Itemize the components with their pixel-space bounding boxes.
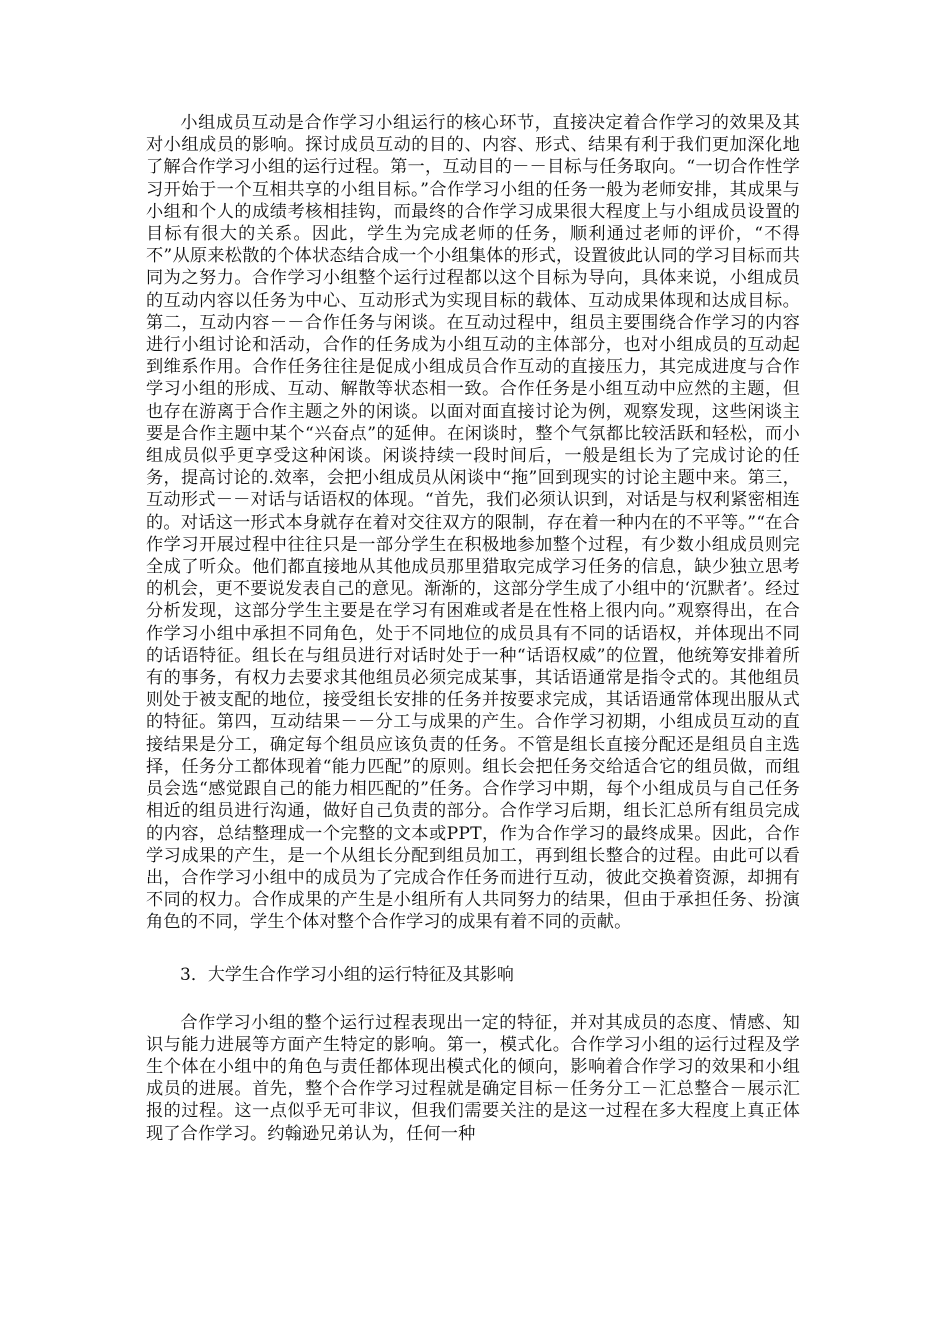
body-paragraph-interaction: 小组成员互动是合作学习小组运行的核心环节，直接决定着合作学习的效果及其对小组成员的影响。探讨成员互动的目的、内容、形式、结果有利于我们更加深化地了解合作学习小组的运行过程。第一，互动目的－－目标与任务取向。“一切合作性学习开始于一个互相共享的小组目标。”合作学习小组的任务一般为老师安排，其成果与小组和个人的成绩考核相挂钩，而最终的合作学习成果很大程度上与小组成员设置的目标有很大的关系。因此，学生为完成老师的任务，顺利通过老师的评价，“不得不”从原来松散的个体状态结合成一个小组集体的形式，设置彼此认同的学习目标而共同为之努力。合作学习小组整个运行过程都以这个目标为导向，具体来说，小组成员的互动内容以任务为中心、互动形式为实现目标的载体、互动成果体现和达成目标。第二，互动内容－－合作任务与闲谈。在互动过程中，组员主要围绕合作学习的内容进行小组讨论和活动，合作的任务成为小组互动的主体部分，也对小组成员的互动起到维系作用。合作任务往往是促成小组成员合作互动的直接压力，其完成进度与合作学习小组的形成、互动、解散等状态相一致。合作任务是小组互动中应然的主题，但也存在游离于合作主题之外的闲谈。以面对面直接讨论为例，观察发现，这些闲谈主要是合作主题中某个“兴奋点”的延伸。在闲谈时，整个气氛都比较活跃和轻松，而小组成员似乎更享受这种闲谈。闲谈持续一段时间后，一般是组长为了完成讨论的任务，提高讨论的.效率，会把小组成员从闲谈中“拖”回到现实的讨论主题中来。第三，互动形式－－对话与话语权的体现。“首先，我们必须认识到，对话是与权利紧密相连的。对话这一形式本身就存在着对交往双方的限制，存在着一种内在的不平等。”“在合作学习开展过程中往往只是一部分学生在积极地参加整个过程，有少数小组成员则完全成了听众。他们都直接地从其他成员那里猎取完成学习任务的信息，缺少独立思考的机会，更不要说发表自己的意见。渐渐的，这部分学生成了小组中的‘沉默者’。经过分析发现，这部分学生主要是在学习有困难或者是在性格上很内向。”观察得出，在合作学习小组中承担不同角色，处于不同地位的成员具有不同的话语权，并体现出不同的话语特征。组长在与组员进行对话时处于一种“话语权威”的位置，他统筹安排着所有的事务，有权力去要求其他组员必须完成某事，其话语通常是指令式的。其他组员则处于被支配的地位，接受组长安排的任务并按要求完成，其话语通常体现出服从式的特征。第四，互动结果－－分工与成果的产生。合作学习初期，小组成员互动的直接结果是分工，确定每个组员应该负责的任务。不管是组长直接分配还是组员自主选择，任务分工都体现着“能力匹配”的原则。组长会把任务交给适合它的组员做，而组员会选“感觉跟自己的能力相匹配的”任务。合作学习中期，每个小组成员与自己任务相近的组员进行沟通，做好自己负责的部分。合作学习后期，组长汇总所有组员完成的内容，总结整理成一个完整的文本或PPT，作为合作学习的最终成果。因此，合作学习成果的产生，是一个从组长分配到组员加工，再到组长整合的过程。由此可以看出，合作学习小组中的成员为了完成合作任务而进行互动，彼此交换着资源，却拥有不同的权力。合作成果的产生是小组所有人共同努力的结果，但由于承担任务、扮演角色的不同，学生个体对整个合作学习的成果有着不同的贡献。 bbox=[146, 113, 800, 933]
document-body bbox=[146, 112, 800, 1145]
section-heading-3: 3．大学生合作学习小组的运行特征及其影响 bbox=[180, 964, 514, 985]
body-paragraph-characteristics: 合作学习小组的整个运行过程表现出一定的特征，并对其成员的态度、情感、知识与能力进展等方面产生特定的影响。第一，模式化。合作学习小组的运行过程及学生个体在小组中的角色与责任都体现出模式化的倾向，影响着合作学习的效果和小组成员的进展。首先，整个合作学习过程就是确定目标－任务分工－汇总整合－展示汇报的过程。这一点似乎无可非议，但我们需要关注的是这一过程在多大程度上真正体现了合作学习。约翰逊兄弟认为，任何一种 bbox=[146, 1012, 800, 1144]
